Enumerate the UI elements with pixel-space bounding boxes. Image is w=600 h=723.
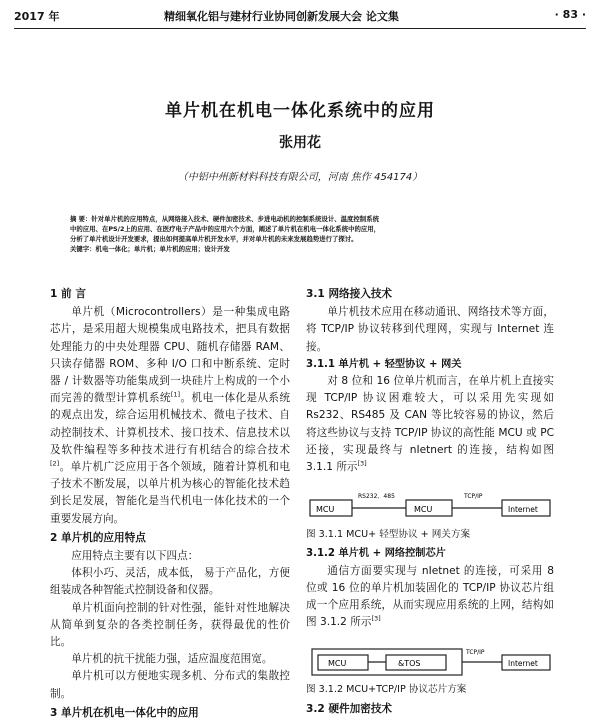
link-label: RS232、485 <box>358 493 395 501</box>
section-heading: 3.1 网络接入技术 <box>306 288 393 300</box>
section-heading: 3.2 硬件加密技术 <box>306 702 393 715</box>
section-heading: 3 单片机在机电一体化中的应用 <box>50 706 199 719</box>
subsection-heading: 3.1.2 单片机 + 网络控制芯片 <box>306 548 446 560</box>
paragraph: 应用特点主要有以下四点： <box>71 550 199 563</box>
header-conference: 精细氧化铝与建材行业协同创新发展大会 论文集 <box>164 10 399 23</box>
abstract-line: 中的应用、在PS/2上的应用、在医疗电子产品中的应用六个方面，阐述了单片机在机电一体化系统中的应用， <box>70 225 381 233</box>
paragraph: 体积小巧、灵活，成本低， 易于产品化，方便组装成各种智能式控制设备和仪器。 <box>50 567 290 597</box>
figure-caption: 图 3.1.2 MCU+TCP/IP 协议芯片方案 <box>306 684 467 696</box>
figure-caption: 图 3.1.1 MCU+ 轻型协议 + 网关方案 <box>306 529 471 541</box>
header-year: 2017 年 <box>14 10 60 23</box>
block-label: &TOS <box>398 659 421 669</box>
abstract-line: 分析了单片机设计开发要求，提出如何提高单片机开发水平，并对单片机的未来发展趋势进行了探讨。 <box>70 235 358 243</box>
header-page-number: · 83 · <box>554 8 586 21</box>
keywords: 关键字：机电一体化；单片机；单片机的应用；设计开发 <box>70 245 230 253</box>
citation: [3] <box>357 459 367 468</box>
block-label: MCU <box>328 659 347 669</box>
block-label: Internet <box>508 505 538 515</box>
abstract-line: 摘 要：针对单片机的应用特点，从网络接入技术、硬件加密技术、步进电动机的控制系统设计、温度控制系统 <box>70 215 379 223</box>
paper-author: 张用花 <box>279 135 321 151</box>
block-diagram <box>306 637 554 681</box>
citation: [1] <box>170 390 181 399</box>
paragraph: 单片机（Microcontrollers）是一种集成电路芯片，是采用超大规模集成电路技术，把具有数据处理能力的中央处理器 CPU、随机存储器 RAM、只读存储器 ROM、多种 I/O 口和中断系统、定时器 / 计数器等功能集成到一块硅片上构成的一个小而完善的微型计算机系统[1]。机电一体化是从系统的观点出发，综合运用机械技术、微电子技术、自动控制技术、计算机技术、接口技术、信息技术以及软件编程等多种技术进行有机结合的综合技术[2]。单片机广泛应用于各个领域，随着计算机和电子技术不断发展，以单片机为核心的智能化技术趋到长足发展，智能化是当代机电一体化技术的一个重要发展方向。 <box>50 306 291 525</box>
header-rule <box>14 28 586 29</box>
paragraph: 单片机技术应用在移动通讯、网络技术等方面，将 TCP/IP 协议转移到代理网，实现与 Internet 连接。 <box>306 306 554 353</box>
left-column <box>50 284 290 723</box>
right-column <box>306 284 554 719</box>
link-label: TCP/IP <box>464 493 483 501</box>
section-heading: 1 前 言 <box>50 288 86 300</box>
paper-affiliation: （中铝中州新材料科技有限公司，河南 焦作 454174） <box>177 172 423 183</box>
running-header <box>14 8 586 26</box>
paper-title: 单片机在机电一体化系统中的应用 <box>165 101 435 121</box>
figure-3-1-1 <box>306 482 554 543</box>
paragraph: 单片机的抗干扰能力强，适应温度范围宽。 <box>71 653 273 666</box>
citation: [2] <box>50 459 60 468</box>
paragraph: 通信方面要实现与 nIetnet 的连接，可采用 8 位或 16 位的单片机加装固化的 TCP/IP 协议芯片组成一个应用系统，从而实现应用系统的上网，结构如图 3.1.2 所示[3] <box>306 564 554 629</box>
citation: [3] <box>371 614 381 623</box>
link-label: TCP/IP <box>466 649 485 657</box>
block-label: MCU <box>316 505 335 515</box>
paragraph: 单片机可以方便地实现多机、分布式的集散控制。 <box>50 670 290 700</box>
subsection-heading: 3.1.1 单片机 + 轻型协议 + 网关 <box>306 358 462 370</box>
block-label: Internet <box>508 659 538 669</box>
abstract <box>70 214 540 254</box>
block-diagram <box>306 482 554 526</box>
section-heading: 2 单片机的应用特点 <box>50 531 146 544</box>
figure-3-1-2 <box>306 637 554 698</box>
paragraph: 单片机面向控制的针对性强，能针对性地解决从简单到复杂的各类控制任务，获得最优的性价比。 <box>50 601 290 649</box>
block-label: MCU <box>414 505 433 515</box>
paragraph: 对 8 位和 16 位单片机而言，在单片机上直接实现 TCP/IP 协议困难较大，可以采用先实现如 Rs232、RS485 及 CAN 等比较容易的协议，然后将这些协议与支持 TCP/IP 协议的高性能 MCU 或 PC 还接，实现最终与 nIetnert 的连接，结构如图 3.1.1 所示[3] <box>306 375 554 474</box>
